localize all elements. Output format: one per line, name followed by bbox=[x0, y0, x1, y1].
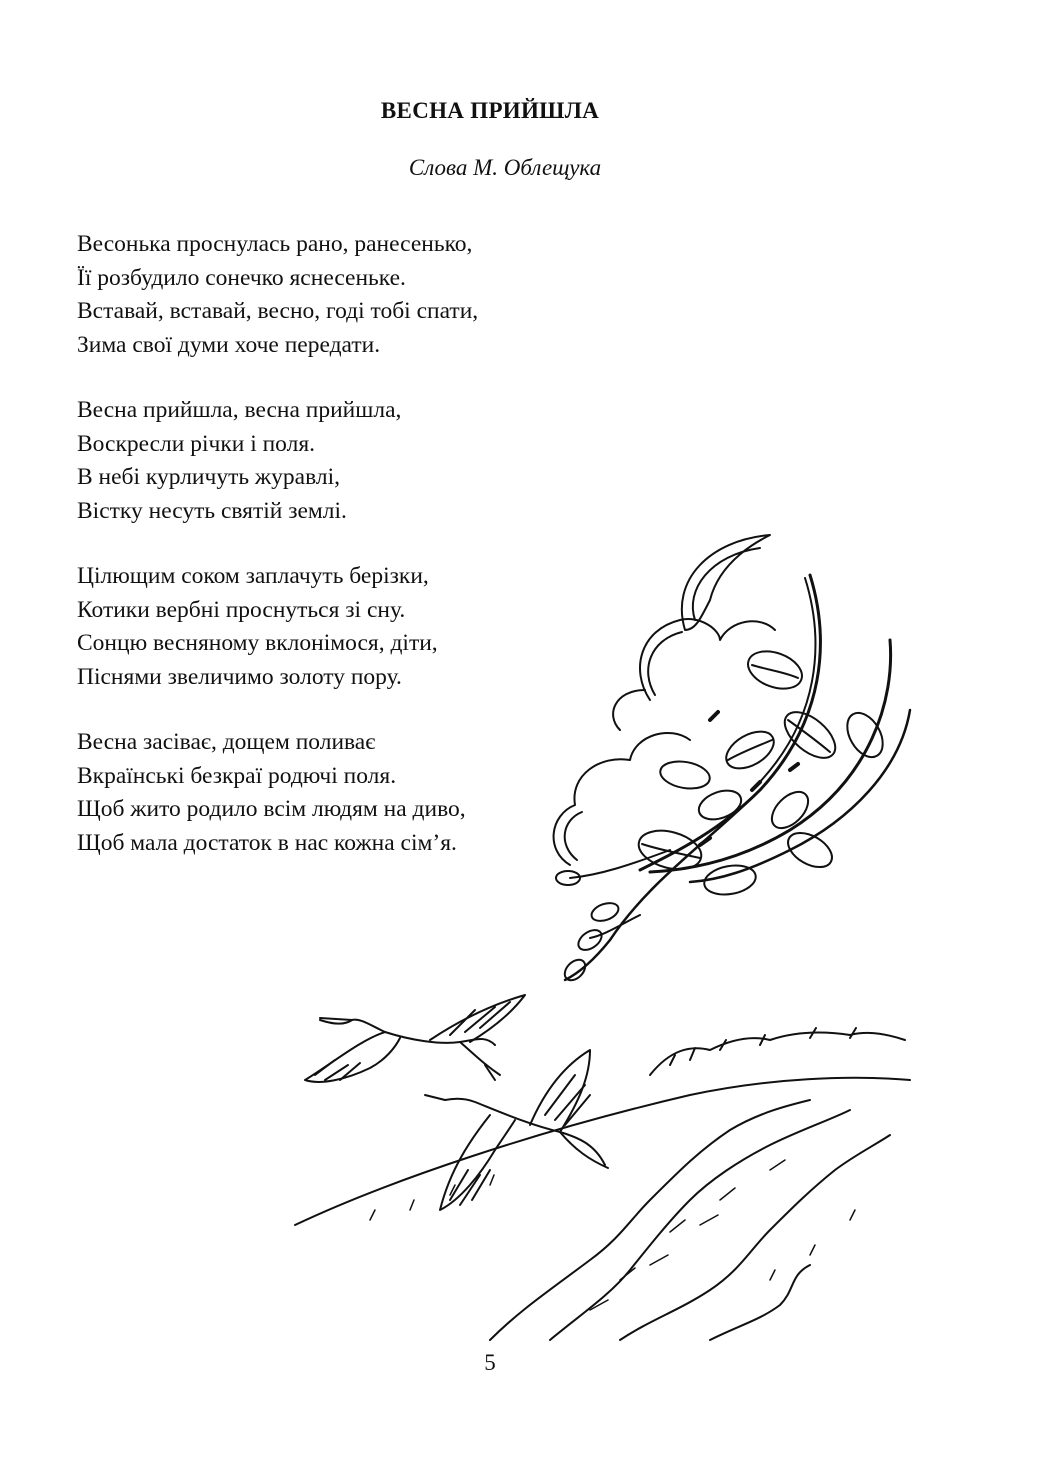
spring-illustration-icon bbox=[290, 520, 930, 1350]
poem-line: Вставай, вставай, весно, годі тобі спати, bbox=[77, 298, 479, 324]
poem-line: Весонька проснулась рано, ранесенько, bbox=[77, 231, 473, 257]
river-landscape-icon bbox=[295, 1028, 910, 1340]
poem-line: Її розбудило сонечко яснесеньке. bbox=[77, 264, 406, 291]
crane-bird-icon bbox=[305, 995, 608, 1210]
stanza-1 bbox=[77, 228, 637, 362]
poem-line: Весна прийшла, весна прийшла, bbox=[77, 397, 402, 423]
poem-line: Котики вербні проснуться зі сну. bbox=[77, 596, 406, 623]
poem-line: Зима свої думи хоче передати. bbox=[77, 331, 381, 358]
willow-branch-icon bbox=[556, 575, 910, 984]
poem-line: Сонцю весняному вклонімося, діти, bbox=[77, 630, 438, 656]
poem-line: Вістку несуть святій землі. bbox=[77, 497, 347, 524]
stanza-2 bbox=[77, 394, 637, 528]
cloud-icon bbox=[554, 535, 775, 865]
page-title: ВЕСНА ПРИЙШЛА bbox=[380, 98, 600, 123]
poem-line: Весна засіває, дощем поливає bbox=[77, 729, 376, 755]
poem-line: Щоб мала достаток в нас кожна сім’я. bbox=[77, 829, 457, 856]
poem-line: Щоб жито родило всім людям на диво, bbox=[77, 796, 466, 822]
poem-line: Вкраїнські безкраї родючі поля. bbox=[77, 762, 397, 789]
poem-line: Цілющим соком заплачуть берізки, bbox=[77, 563, 429, 589]
page-number: 5 bbox=[484, 1350, 496, 1375]
poem-line: Воскресли річки і поля. bbox=[77, 430, 316, 457]
poem-line: В небі курличуть журавлі, bbox=[77, 464, 341, 490]
poem-line: Піснями звеличимо золоту пору. bbox=[77, 663, 402, 690]
author-credit: Слова М. Облещука bbox=[408, 155, 602, 180]
